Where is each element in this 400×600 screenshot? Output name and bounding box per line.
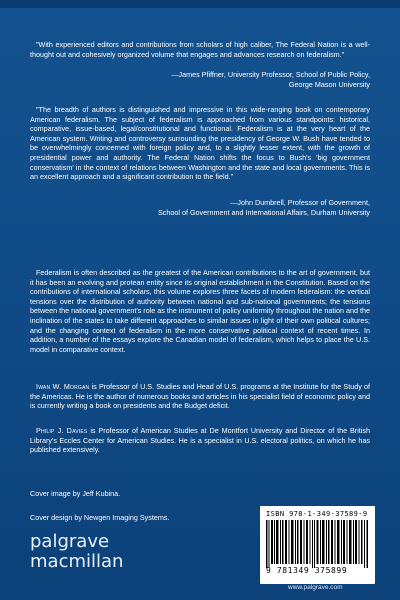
publisher-name-line-1: palgrave — [30, 531, 110, 552]
barcode-number: 9 781349 375899 — [266, 566, 348, 575]
author-bio-text: is Professor of U.S. Studies and Head of U.S. programs at the Institute for the Study of the Americas. He is the author of numerous books and articles in his specialist field of economic policy and is currently writing a book on presidents and the Budget deficit. — [30, 382, 370, 411]
publisher-logo — [30, 532, 140, 572]
author-name: Iwan W. Morgan — [36, 382, 90, 391]
publisher-website: www.palgrave.com — [288, 584, 343, 591]
top-border — [0, 0, 400, 8]
author-bio-morgan — [30, 382, 370, 411]
author-bio-text: is Professor of American Studies at De Montfort University and Director of the British Library's Eccles Center for American Studies. He is a specialist in U.S. electoral politics, on which he has published extensively. — [30, 426, 370, 455]
publisher-name-line-2: macmillan — [30, 551, 124, 572]
author-name: Philip J. Davies — [36, 426, 88, 435]
cover-design-credit: Cover design by Newgen Imaging Systems. — [30, 513, 170, 522]
quote-dumbrell: "The breadth of authors is distinguished and impressive in this wide-ranging book on contemporary American federalism. The subject of federalism is approached from various standpoints: historical, comparative, issue-based, legal/constitutional and functional. Federalism is at the very heart of the American system. Writing and controversy surrounding the presidency of George W. Bush have tended to be overwhelmingly concerned with foreign policy and, to a slightly lesser extent, with the growth of presidential power and authority. The Federal Nation shifts the focus to Bush's 'big government conservatism' in the context of relations between Washington and the state and local governments. This is an excellent approach and a significant contribution to the field." — [30, 105, 370, 182]
attribution-line-1: —James Pfiffner, University Professor, School of Public Policy, — [171, 70, 370, 79]
author-bio-davies — [30, 426, 370, 455]
quote-attribution-pfiffner — [30, 70, 370, 89]
attribution-line-2: School of Government and International Affairs, Durham University — [157, 207, 370, 217]
quote-attribution-dumbrell — [30, 198, 370, 217]
barcode-bars — [266, 520, 369, 568]
attribution-line-1: —John Dumbrell, Professor of Government, — [230, 198, 370, 207]
cover-image-credit: Cover image by Jeff Kubina. — [30, 489, 121, 498]
book-summary: Federalism is often described as the greatest of the American contributions to the art of government, but it has been an evolving and protean entity since its original establishment in the Constitution. Based on the contributions of international scholars, this volume explores three facets of modern federalism: the vertical tensions over the distribution of authority between national and sub-national governments; the tensions between the national government's role as the instrument of policy uniformity throughout the nation and the inclination of the states to take different approaches to similar issues in light of their own political cultures; and the changing context of federalism in the more conservative political context of recent times. In addition, a number of the essays explore the Canadian model of federalism, which helps to place the U.S. model in comparative context. — [30, 268, 370, 354]
attribution-line-2: George Mason University — [288, 79, 370, 89]
isbn-label: ISBN 978-1-349-37589-9 — [266, 510, 368, 518]
quote-pfiffner: "With experienced editors and contributions from scholars of high caliber, The Federal Nation is a well-thought out and cohesively organized volume that engages and advances research on federalism." — [30, 40, 370, 59]
isbn-barcode — [260, 506, 375, 584]
